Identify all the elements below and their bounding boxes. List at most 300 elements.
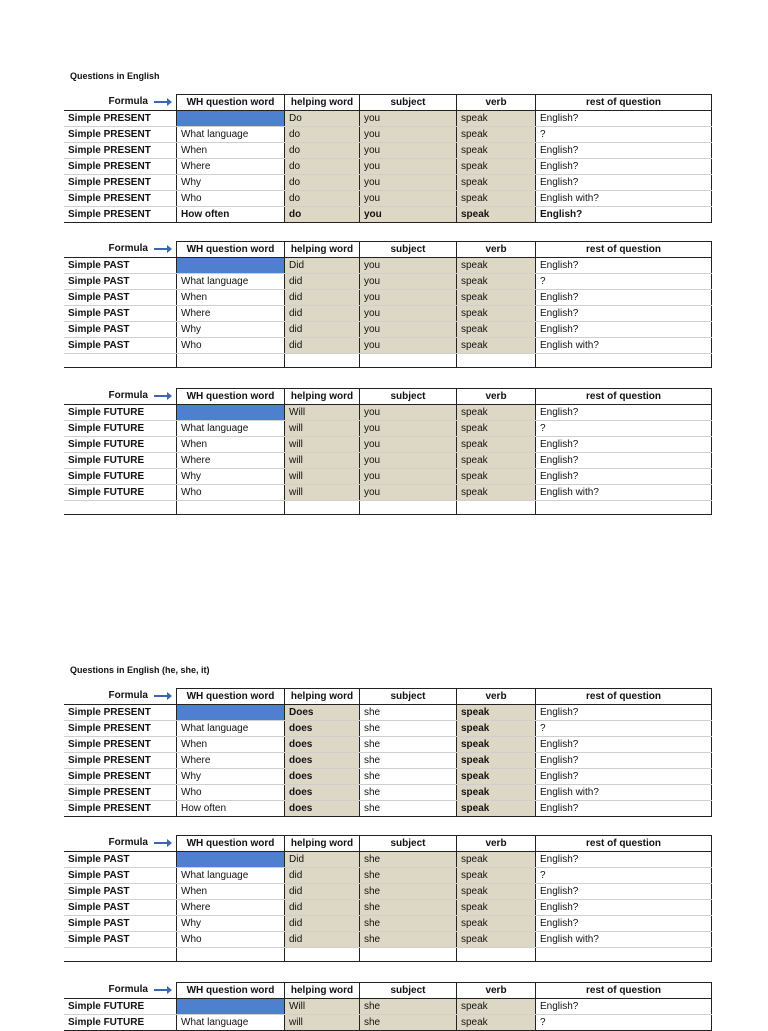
- formula-cell: Simple FUTURE: [64, 469, 177, 485]
- subject-cell: she: [360, 868, 457, 884]
- verb-cell: speak: [457, 1015, 536, 1031]
- header-label: verb: [485, 837, 507, 849]
- formula-cell: Simple PAST: [64, 322, 177, 338]
- subject-cell: she: [360, 705, 457, 721]
- rest-cell: English?: [536, 769, 712, 785]
- helping-word-cell: does: [285, 753, 360, 769]
- verb-cell: speak: [457, 290, 536, 306]
- rest-cell: English?: [536, 852, 712, 868]
- header-label: verb: [485, 984, 507, 996]
- subject-cell: you: [360, 306, 457, 322]
- helping-word-header: [285, 836, 360, 852]
- table-row: [64, 705, 712, 721]
- formula-header: [64, 836, 177, 852]
- subject-cell: you: [360, 421, 457, 437]
- table-row: [64, 159, 712, 175]
- arrow-right-icon: [154, 248, 170, 250]
- header-label: rest of question: [585, 390, 661, 402]
- rest-header: [536, 389, 712, 405]
- question-table: [64, 688, 712, 817]
- header-label: helping word: [290, 390, 354, 402]
- formula-cell: Simple PRESENT: [64, 705, 177, 721]
- header-label: WH question word: [186, 837, 275, 849]
- table-row: [64, 207, 712, 223]
- wh-word-cell: What language: [177, 421, 285, 437]
- helping-word-cell: Will: [285, 999, 360, 1015]
- header-label: subject: [390, 984, 426, 996]
- verb-cell: speak: [457, 338, 536, 354]
- verb-header: [457, 95, 536, 111]
- wh-word-header: [177, 95, 285, 111]
- helping-word-cell: will: [285, 421, 360, 437]
- empty-cell: [177, 501, 285, 515]
- rest-cell: English?: [536, 884, 712, 900]
- header-label: WH question word: [186, 690, 275, 702]
- subject-header: [360, 836, 457, 852]
- table-row: [64, 900, 712, 916]
- helping-word-cell: does: [285, 801, 360, 817]
- formula-cell: Simple PAST: [64, 932, 177, 948]
- rest-cell: English with?: [536, 338, 712, 354]
- table-row: [64, 999, 712, 1015]
- empty-cell: [177, 948, 285, 962]
- wh-word-cell: Why: [177, 769, 285, 785]
- empty-cell: [285, 354, 360, 368]
- formula-cell: Simple PAST: [64, 274, 177, 290]
- verb-header: [457, 389, 536, 405]
- formula-cell: Simple PAST: [64, 306, 177, 322]
- wh-word-cell: What language: [177, 721, 285, 737]
- arrow-right-icon: [154, 695, 170, 697]
- formula-cell: Simple FUTURE: [64, 453, 177, 469]
- table-row: [64, 868, 712, 884]
- wh-word-cell: Why: [177, 916, 285, 932]
- verb-cell: speak: [457, 143, 536, 159]
- formula-cell: Simple FUTURE: [64, 999, 177, 1015]
- subject-header: [360, 95, 457, 111]
- table-row: [64, 421, 712, 437]
- table-header-row: [64, 983, 712, 999]
- empty-cell: [64, 501, 177, 515]
- verb-cell: speak: [457, 469, 536, 485]
- empty-row: [64, 354, 712, 368]
- wh-word-header: [177, 836, 285, 852]
- wh-word-cell: Why: [177, 322, 285, 338]
- table-row: [64, 1015, 712, 1031]
- formula-header: [64, 389, 177, 405]
- subject-header: [360, 983, 457, 999]
- verb-cell: speak: [457, 258, 536, 274]
- verb-cell: speak: [457, 932, 536, 948]
- verb-cell: speak: [457, 207, 536, 223]
- wh-word-cell: [177, 111, 285, 127]
- verb-cell: speak: [457, 306, 536, 322]
- header-label: Formula: [108, 984, 148, 996]
- verb-cell: speak: [457, 868, 536, 884]
- rest-cell: English?: [536, 705, 712, 721]
- table-row: [64, 306, 712, 322]
- subject-cell: she: [360, 884, 457, 900]
- helping-word-cell: do: [285, 175, 360, 191]
- rest-cell: English?: [536, 999, 712, 1015]
- table-row: [64, 111, 712, 127]
- header-label: WH question word: [186, 96, 275, 108]
- formula-header: [64, 689, 177, 705]
- rest-header: [536, 689, 712, 705]
- wh-word-cell: When: [177, 737, 285, 753]
- formula-cell: Simple PAST: [64, 916, 177, 932]
- verb-cell: speak: [457, 421, 536, 437]
- arrow-right-icon: [154, 989, 170, 991]
- wh-word-cell: Why: [177, 469, 285, 485]
- subject-cell: she: [360, 769, 457, 785]
- formula-cell: Simple PAST: [64, 338, 177, 354]
- subject-cell: you: [360, 207, 457, 223]
- header-label: subject: [390, 837, 426, 849]
- table-row: [64, 932, 712, 948]
- table-row: [64, 884, 712, 900]
- empty-row: [64, 948, 712, 962]
- helping-word-cell: did: [285, 916, 360, 932]
- rest-cell: English?: [536, 916, 712, 932]
- formula-header: [64, 242, 177, 258]
- helping-word-cell: does: [285, 769, 360, 785]
- wh-word-cell: Why: [177, 175, 285, 191]
- subject-cell: you: [360, 322, 457, 338]
- wh-word-header: [177, 983, 285, 999]
- wh-word-cell: [177, 999, 285, 1015]
- header-label: Formula: [108, 243, 148, 255]
- table-row: [64, 453, 712, 469]
- wh-word-cell: What language: [177, 1015, 285, 1031]
- table-row: [64, 175, 712, 191]
- formula-cell: Simple PRESENT: [64, 191, 177, 207]
- table-row: [64, 785, 712, 801]
- wh-word-cell: Where: [177, 900, 285, 916]
- subject-cell: you: [360, 453, 457, 469]
- helping-word-cell: did: [285, 868, 360, 884]
- wh-word-cell: Who: [177, 191, 285, 207]
- formula-header: [64, 95, 177, 111]
- rest-cell: ?: [536, 127, 712, 143]
- helping-word-cell: Does: [285, 705, 360, 721]
- subject-cell: you: [360, 405, 457, 421]
- table-header-row: [64, 242, 712, 258]
- header-label: subject: [390, 390, 426, 402]
- verb-cell: speak: [457, 721, 536, 737]
- verb-cell: speak: [457, 453, 536, 469]
- wh-word-cell: What language: [177, 127, 285, 143]
- verb-cell: speak: [457, 999, 536, 1015]
- subject-cell: she: [360, 737, 457, 753]
- formula-cell: Simple FUTURE: [64, 485, 177, 501]
- wh-word-cell: Where: [177, 453, 285, 469]
- subject-header: [360, 689, 457, 705]
- rest-header: [536, 836, 712, 852]
- table-row: [64, 801, 712, 817]
- subject-cell: she: [360, 785, 457, 801]
- table-row: [64, 127, 712, 143]
- empty-cell: [285, 948, 360, 962]
- helping-word-cell: Did: [285, 258, 360, 274]
- header-label: verb: [485, 96, 507, 108]
- question-table: [64, 835, 712, 962]
- subject-cell: you: [360, 159, 457, 175]
- header-label: Formula: [108, 837, 148, 849]
- table-row: [64, 258, 712, 274]
- subject-header: [360, 242, 457, 258]
- rest-cell: English?: [536, 207, 712, 223]
- verb-cell: speak: [457, 769, 536, 785]
- verb-cell: speak: [457, 705, 536, 721]
- helping-word-cell: will: [285, 453, 360, 469]
- wh-word-cell: [177, 852, 285, 868]
- formula-cell: Simple FUTURE: [64, 405, 177, 421]
- wh-word-cell: Where: [177, 306, 285, 322]
- rest-cell: English?: [536, 175, 712, 191]
- wh-word-cell: Where: [177, 753, 285, 769]
- verb-cell: speak: [457, 916, 536, 932]
- verb-cell: speak: [457, 274, 536, 290]
- rest-cell: English?: [536, 453, 712, 469]
- rest-cell: English with?: [536, 485, 712, 501]
- verb-header: [457, 983, 536, 999]
- subject-cell: she: [360, 721, 457, 737]
- rest-cell: English?: [536, 437, 712, 453]
- wh-word-cell: How often: [177, 801, 285, 817]
- wh-word-cell: [177, 258, 285, 274]
- helping-word-cell: did: [285, 306, 360, 322]
- section-title: Questions in English: [70, 71, 160, 81]
- wh-word-cell: [177, 405, 285, 421]
- table-row: [64, 437, 712, 453]
- verb-cell: speak: [457, 801, 536, 817]
- wh-word-cell: When: [177, 290, 285, 306]
- subject-header: [360, 389, 457, 405]
- rest-cell: English?: [536, 111, 712, 127]
- verb-cell: speak: [457, 753, 536, 769]
- header-label: rest of question: [585, 837, 661, 849]
- rest-cell: English?: [536, 143, 712, 159]
- table-header-row: [64, 836, 712, 852]
- table-row: [64, 916, 712, 932]
- question-table: [64, 241, 712, 368]
- wh-word-cell: Who: [177, 785, 285, 801]
- formula-cell: Simple PRESENT: [64, 159, 177, 175]
- helping-word-header: [285, 95, 360, 111]
- header-label: WH question word: [186, 243, 275, 255]
- subject-cell: you: [360, 485, 457, 501]
- helping-word-header: [285, 389, 360, 405]
- wh-word-header: [177, 242, 285, 258]
- verb-cell: speak: [457, 852, 536, 868]
- wh-word-cell: [177, 705, 285, 721]
- formula-cell: Simple PAST: [64, 258, 177, 274]
- formula-cell: Simple PRESENT: [64, 801, 177, 817]
- verb-cell: speak: [457, 884, 536, 900]
- rest-cell: English?: [536, 801, 712, 817]
- rest-header: [536, 983, 712, 999]
- subject-cell: she: [360, 852, 457, 868]
- empty-cell: [457, 948, 536, 962]
- rest-cell: English?: [536, 405, 712, 421]
- helping-word-cell: do: [285, 191, 360, 207]
- helping-word-cell: does: [285, 737, 360, 753]
- arrow-right-icon: [154, 842, 170, 844]
- formula-cell: Simple PAST: [64, 868, 177, 884]
- header-label: helping word: [290, 984, 354, 996]
- wh-word-cell: When: [177, 884, 285, 900]
- wh-word-cell: What language: [177, 274, 285, 290]
- verb-cell: speak: [457, 485, 536, 501]
- subject-cell: you: [360, 258, 457, 274]
- verb-header: [457, 689, 536, 705]
- empty-row: [64, 501, 712, 515]
- header-label: verb: [485, 390, 507, 402]
- rest-header: [536, 242, 712, 258]
- section-title: Questions in English (he, she, it): [70, 665, 210, 675]
- formula-cell: Simple PRESENT: [64, 127, 177, 143]
- rest-cell: English?: [536, 753, 712, 769]
- verb-cell: speak: [457, 737, 536, 753]
- table-header-row: [64, 95, 712, 111]
- formula-cell: Simple PRESENT: [64, 753, 177, 769]
- subject-cell: you: [360, 338, 457, 354]
- helping-word-cell: did: [285, 900, 360, 916]
- rest-cell: ?: [536, 421, 712, 437]
- subject-cell: you: [360, 437, 457, 453]
- header-label: subject: [390, 96, 426, 108]
- header-label: helping word: [290, 243, 354, 255]
- subject-cell: you: [360, 469, 457, 485]
- header-label: rest of question: [585, 690, 661, 702]
- helping-word-cell: do: [285, 127, 360, 143]
- table-row: [64, 852, 712, 868]
- helping-word-cell: will: [285, 437, 360, 453]
- empty-cell: [360, 354, 457, 368]
- helping-word-cell: will: [285, 469, 360, 485]
- header-label: helping word: [290, 690, 354, 702]
- wh-word-cell: When: [177, 437, 285, 453]
- header-label: rest of question: [585, 243, 661, 255]
- verb-cell: speak: [457, 900, 536, 916]
- subject-cell: she: [360, 801, 457, 817]
- formula-cell: Simple PAST: [64, 884, 177, 900]
- rest-cell: English?: [536, 290, 712, 306]
- verb-header: [457, 242, 536, 258]
- table-row: [64, 143, 712, 159]
- header-label: WH question word: [186, 390, 275, 402]
- rest-cell: English?: [536, 306, 712, 322]
- arrow-right-icon: [154, 101, 170, 103]
- helping-word-cell: will: [285, 485, 360, 501]
- wh-word-header: [177, 689, 285, 705]
- helping-word-cell: Will: [285, 405, 360, 421]
- formula-header: [64, 983, 177, 999]
- formula-cell: Simple PRESENT: [64, 175, 177, 191]
- table-row: [64, 191, 712, 207]
- question-table: [64, 94, 712, 223]
- subject-cell: she: [360, 1015, 457, 1031]
- helping-word-cell: did: [285, 932, 360, 948]
- rest-cell: ?: [536, 274, 712, 290]
- helping-word-cell: does: [285, 721, 360, 737]
- formula-cell: Simple PRESENT: [64, 737, 177, 753]
- rest-cell: English?: [536, 258, 712, 274]
- wh-word-cell: What language: [177, 868, 285, 884]
- empty-cell: [360, 948, 457, 962]
- formula-cell: Simple PRESENT: [64, 721, 177, 737]
- rest-cell: English?: [536, 322, 712, 338]
- wh-word-cell: Who: [177, 932, 285, 948]
- verb-cell: speak: [457, 191, 536, 207]
- header-label: Formula: [108, 690, 148, 702]
- empty-cell: [177, 354, 285, 368]
- helping-word-cell: did: [285, 884, 360, 900]
- question-table: [64, 388, 712, 515]
- table-row: [64, 290, 712, 306]
- rest-cell: English with?: [536, 191, 712, 207]
- helping-word-cell: do: [285, 159, 360, 175]
- table-row: [64, 274, 712, 290]
- header-label: helping word: [290, 96, 354, 108]
- verb-cell: speak: [457, 785, 536, 801]
- table-row: [64, 469, 712, 485]
- header-label: Formula: [108, 390, 148, 402]
- helping-word-cell: Do: [285, 111, 360, 127]
- verb-cell: speak: [457, 159, 536, 175]
- header-label: subject: [390, 243, 426, 255]
- wh-word-cell: When: [177, 143, 285, 159]
- rest-cell: English?: [536, 469, 712, 485]
- helping-word-header: [285, 242, 360, 258]
- table-row: [64, 485, 712, 501]
- subject-cell: she: [360, 753, 457, 769]
- subject-cell: you: [360, 191, 457, 207]
- rest-header: [536, 95, 712, 111]
- arrow-right-icon: [154, 395, 170, 397]
- helping-word-cell: do: [285, 143, 360, 159]
- subject-cell: she: [360, 900, 457, 916]
- empty-cell: [360, 501, 457, 515]
- formula-cell: Simple PRESENT: [64, 207, 177, 223]
- rest-cell: English with?: [536, 932, 712, 948]
- rest-cell: ?: [536, 721, 712, 737]
- verb-cell: speak: [457, 437, 536, 453]
- subject-cell: you: [360, 274, 457, 290]
- header-label: verb: [485, 243, 507, 255]
- table-row: [64, 721, 712, 737]
- helping-word-header: [285, 983, 360, 999]
- subject-cell: you: [360, 175, 457, 191]
- wh-word-header: [177, 389, 285, 405]
- subject-cell: you: [360, 143, 457, 159]
- subject-cell: she: [360, 932, 457, 948]
- rest-cell: English?: [536, 159, 712, 175]
- rest-cell: English?: [536, 900, 712, 916]
- header-label: helping word: [290, 837, 354, 849]
- verb-cell: speak: [457, 405, 536, 421]
- formula-cell: Simple PAST: [64, 290, 177, 306]
- table-header-row: [64, 689, 712, 705]
- wh-word-cell: Where: [177, 159, 285, 175]
- header-label: subject: [390, 690, 426, 702]
- helping-word-cell: does: [285, 785, 360, 801]
- helping-word-cell: did: [285, 290, 360, 306]
- wh-word-cell: Who: [177, 338, 285, 354]
- rest-cell: ?: [536, 1015, 712, 1031]
- rest-cell: English with?: [536, 785, 712, 801]
